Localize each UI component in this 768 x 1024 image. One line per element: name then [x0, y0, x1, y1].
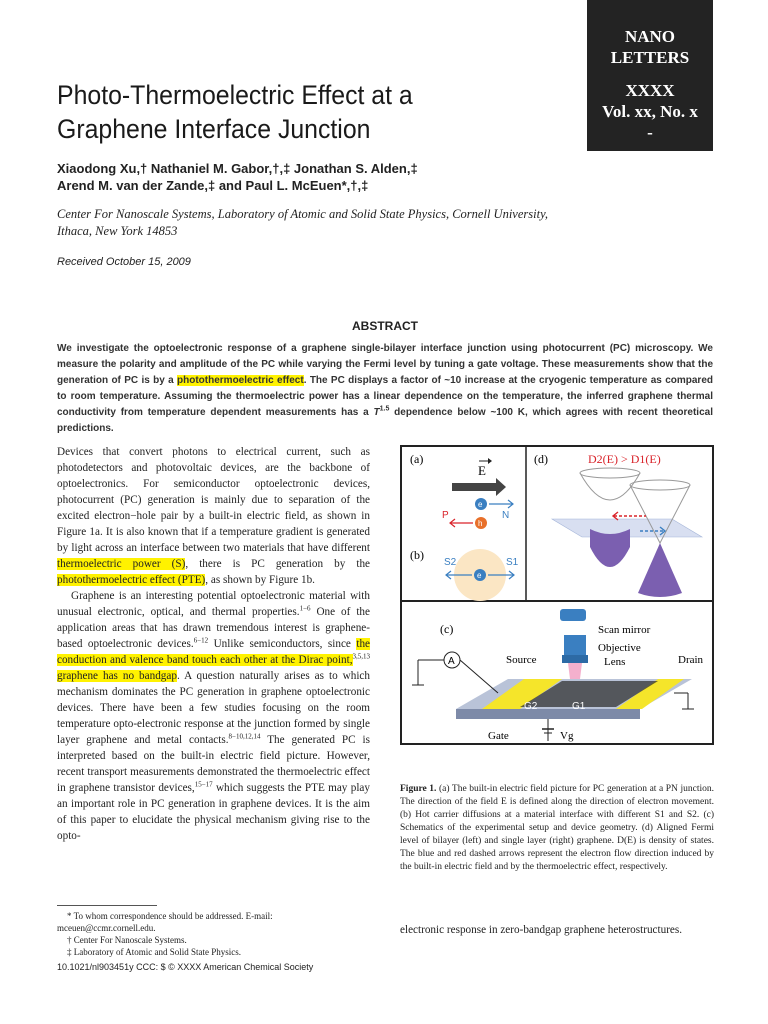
paragraph-1	[57, 444, 370, 588]
citation: 15−17	[194, 780, 213, 789]
highlight-thermoelectric-power: thermoelectric power (S)	[57, 558, 186, 570]
scan-mirror-label: Scan mirror	[598, 624, 651, 636]
abstract-part: dependence below ~100 K, which agrees with recent theoretical predictions.	[57, 407, 713, 434]
abstract-highlight: photothermoelectric effect	[177, 375, 304, 386]
lens-label: Lens	[604, 656, 626, 668]
gate-label: Gate	[488, 730, 509, 742]
figure-1-drawing	[402, 447, 712, 743]
text-run: Unlike semiconductors, since	[208, 638, 357, 650]
abstract-exp: 1.5	[379, 405, 390, 413]
label-c: (c)	[440, 622, 454, 636]
footnote-cns: † Center For Nanoscale Systems.	[67, 935, 187, 945]
label-N: N	[502, 510, 510, 521]
label-a: (a)	[410, 452, 424, 466]
label-G2: G2	[524, 701, 538, 712]
authors-line-1: Xiaodong Xu,† Nathaniel M. Gabor,†,‡ Jonathan S. Alden,‡	[57, 161, 418, 176]
text-run: , there is PC generation by the	[185, 558, 371, 570]
citation: 3,5,13	[352, 652, 370, 661]
objective-label: Objective	[598, 642, 641, 654]
journal-name: NANO	[624, 27, 676, 46]
citation: 1−6	[299, 604, 311, 613]
ammeter-label: A	[448, 656, 455, 667]
e-label: e	[478, 500, 483, 509]
text-run: . A question naturally arises as to which mechanism dominates the PC generation in graphene optoelectronic devices. There have been a few studies focusing on the room temperature opto-electronic response at the junction formed by single layer graphene and metal contacts.	[57, 670, 370, 746]
dos-label: D2(E) > D1(E)	[588, 452, 661, 466]
journal-name-2: LETTERS	[610, 48, 690, 67]
field-arrow	[452, 478, 506, 496]
article-title	[57, 78, 535, 146]
journal-pages: -	[647, 123, 653, 142]
e-label-b: e	[477, 571, 482, 580]
journal-badge	[587, 0, 713, 151]
label-S1: S1	[506, 557, 519, 568]
body-right-column: electronic response in zero-bandgap graphene heterostructures.	[400, 924, 683, 936]
caption-text: (a) The built-in electric field picture for PC generation at a PN junction. The direction of the field E is defined along the direction of electron movement. (b) Hot carrier diffusions at a material interface with different S1 and S2. (c) Schematics of the experimental setup and device geometry. (d) Aligned Fermi level of bilayer (left) and single layer (right) graphene. D(E) is density of states. The blue and red dashed arrows represent the electron flow direction induced by the built-in electric field and by the thermoelectric effect, respectively.	[400, 784, 714, 872]
text-run: which suggests the PTE may play an important role in PC generation in graphene devices. It is the aim of this paper to elucidate the physical mechanism giving rise to the opto-	[57, 782, 370, 842]
label-G1: G1	[572, 701, 586, 712]
footnote-rule	[57, 905, 157, 906]
title-line-1: Photo-Thermoelectric Effect at a	[57, 80, 413, 110]
authors-line-2: Arend M. van der Zande,‡ and Paul L. McEuen*,†,‡	[57, 178, 369, 193]
text-run: , as shown by Figure 1b.	[205, 574, 315, 586]
abstract-text	[57, 341, 713, 437]
label-b: (b)	[410, 548, 424, 562]
caption-label: Figure 1.	[400, 784, 437, 794]
footnote-correspondence: * To whom correspondence should be addressed. E-mail: mceuen@ccmr.cornell.edu.	[57, 911, 273, 933]
figure-1	[400, 445, 714, 745]
scan-mirror	[560, 609, 586, 621]
paragraph-2	[57, 588, 370, 844]
journal-issue: XXXX	[625, 81, 675, 100]
abstract-part: . The PC displays a factor of ~10 increase at the cryogenic temperature as compared to room temperature. Assuming the thermoelectric power has a linear dependence on the temperature, the inferred graphene thermal conductivity from temperature dependent measurements has a	[57, 375, 713, 418]
abstract-T: T	[373, 407, 380, 418]
h-label: h	[478, 519, 483, 528]
text-run: One of the application areas that has drawn tremendous interest is graphene-based optoelectronic devices.	[57, 606, 370, 650]
drain-label: Drain	[678, 654, 704, 666]
doi-line: 10.1021/nl903451y CCC: $ © XXXX American Chemical Society	[57, 962, 314, 972]
citation: 8−10,12,14	[228, 732, 261, 741]
highlight-no-bandgap: graphene has no bandgap	[57, 670, 177, 682]
citation: 6−12	[193, 636, 209, 645]
label-S2: S2	[444, 557, 457, 568]
title-line-2: Graphene Interface Junction	[57, 114, 371, 144]
objective-lens	[564, 635, 586, 655]
highlight-pte: photothermoelectric effect (PTE)	[57, 574, 206, 586]
figure-caption	[400, 783, 714, 874]
affiliation: Center For Nanoscale Systems, Laboratory of Atomic and Solid State Physics, Cornell University, Ithaca, New York 14853	[57, 207, 549, 238]
bilayer-cone	[590, 529, 630, 567]
text-run: Devices that convert photons to electrical current, such as photodetectors and photovoltaic devices, are the backbone of optoelectronics. For semiconductor optoelectronic devices, photocurrent (PC) generation is mainly due to separation of the excited electron−hole pair by a built-in electric field, as shown in Figure 1a. It is also known that if a temperature gradient is generated by light across an interface between two materials that have different	[57, 446, 370, 554]
text-run: Graphene is an interesting potential optoelectronic material with unusual electronic, optical, and thermal properties.	[57, 590, 370, 618]
source-label: Source	[506, 654, 537, 666]
author-list	[57, 160, 577, 194]
journal-volume: Vol. xx, No. x	[602, 102, 698, 121]
monolayer-cone	[638, 543, 682, 597]
highlight-dirac: the conduction and valence band touch each other at the Dirac point,	[57, 638, 371, 666]
received-date: Received October 15, 2009	[57, 256, 191, 268]
text-run: The generated PC is interpreted based on the built-in electric field picture. However, recent transport measurements demonstrated the thermoelectric effect in graphene transistor devices,	[57, 734, 370, 794]
label-E: E	[478, 463, 486, 478]
vg-label: Vg	[560, 730, 574, 742]
footnotes	[57, 905, 370, 958]
abstract-heading: ABSTRACT	[352, 319, 418, 333]
label-P: P	[442, 510, 449, 521]
body-left-column	[57, 444, 370, 844]
abstract-part: We investigate the optoelectronic response of a graphene single-bilayer interface junction using photocurrent (PC) microscopy. We measure the polarity and amplitude of the PC while varying the Fermi level by tuning a gate voltage. These measurements show that the generation of PC is by a	[57, 343, 713, 386]
footnote-lassp: ‡ Laboratory of Atomic and Solid State Physics.	[67, 947, 241, 957]
label-d: (d)	[534, 452, 548, 466]
